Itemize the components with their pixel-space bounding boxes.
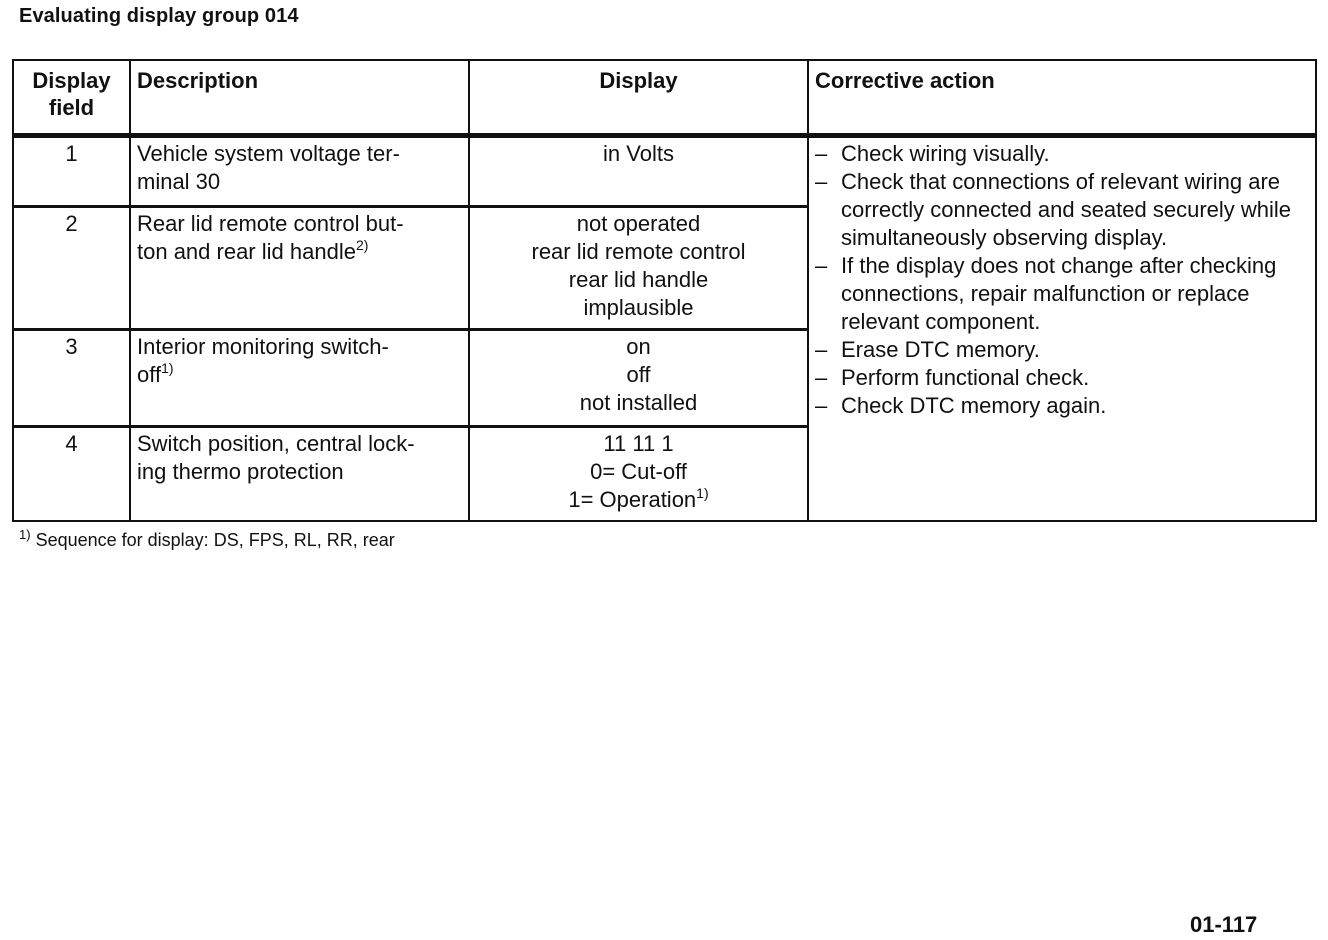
footnote-reference: 1) xyxy=(696,485,709,501)
table-row xyxy=(13,136,1316,207)
description-line: Vehicle system voltage ter- xyxy=(137,141,400,166)
field-description xyxy=(130,330,469,427)
header-display-field-line1: Display xyxy=(32,68,111,93)
field-description xyxy=(130,136,469,207)
display-value: not operated xyxy=(576,211,701,236)
corrective-action-list xyxy=(815,140,1309,420)
dash-bullet: – xyxy=(815,393,828,418)
corrective-action-item xyxy=(815,392,1309,420)
field-number: 1 xyxy=(13,136,130,207)
corrective-action-text: Erase DTC memory. xyxy=(841,337,1040,362)
field-number: 3 xyxy=(13,330,130,427)
description-line: Rear lid remote control but- xyxy=(137,211,404,236)
footnote-text: Sequence for display: DS, FPS, RL, RR, rear xyxy=(35,530,395,550)
display-value: 11 11 1 xyxy=(603,431,674,456)
description-line xyxy=(137,361,462,389)
dash-bullet: – xyxy=(815,365,828,390)
field-display-values xyxy=(469,136,808,207)
footnote-reference: 1) xyxy=(161,360,174,376)
corrective-action-cell xyxy=(808,136,1316,522)
field-display-values xyxy=(469,330,808,427)
corrective-action-text: Perform functional check. xyxy=(841,365,1090,390)
dash-bullet: – xyxy=(815,337,828,362)
corrective-action-item xyxy=(815,252,1309,336)
header-display: Display xyxy=(469,60,808,136)
display-value: rear lid remote control xyxy=(531,239,746,264)
corrective-action-item xyxy=(815,168,1309,252)
display-value: not installed xyxy=(579,390,698,415)
description-line: Interior monitoring switch- xyxy=(137,334,389,359)
display-value: rear lid handle xyxy=(568,267,709,292)
corrective-action-item xyxy=(815,364,1309,392)
footnote xyxy=(19,527,395,551)
page-number: 01-117 xyxy=(1190,912,1258,937)
dash-bullet: – xyxy=(815,141,828,166)
field-description xyxy=(130,427,469,522)
corrective-action-text: Check wiring visually. xyxy=(841,141,1050,166)
corrective-action-text: Check DTC memory again. xyxy=(841,393,1107,418)
display-value: implausible xyxy=(583,295,694,320)
corrective-action-text: Check that connections of relevant wiring are correctly connected and seated securely while simultaneously observing display. xyxy=(841,169,1292,250)
corrective-action-item xyxy=(815,140,1309,168)
field-description xyxy=(130,207,469,330)
display-value: on xyxy=(626,334,651,359)
header-display-field xyxy=(13,60,130,136)
display-value: 0= Cut-off xyxy=(590,459,687,484)
footnote-marker: 1) xyxy=(19,527,31,542)
display-group-table xyxy=(12,59,1317,522)
corrective-action-item xyxy=(815,336,1309,364)
dash-bullet: – xyxy=(815,169,828,194)
dash-bullet: – xyxy=(815,253,828,278)
page-title: Evaluating display group 014 xyxy=(19,5,299,27)
table-header-row xyxy=(13,60,1316,136)
description-text: off xyxy=(137,362,162,387)
description-text: ton and rear lid handle xyxy=(137,239,356,264)
description-line: minal 30 xyxy=(137,169,221,194)
display-value: off xyxy=(626,362,651,387)
display-value: in Volts xyxy=(603,141,674,166)
header-corrective-action: Corrective action xyxy=(808,60,1316,136)
description-line: ing thermo protection xyxy=(137,459,344,484)
footnote-reference: 2) xyxy=(355,237,369,253)
field-number: 4 xyxy=(13,427,130,522)
description-line xyxy=(137,238,462,266)
field-number: 2 xyxy=(13,207,130,330)
corrective-action-text: If the display does not change after checking connections, repair malfunction or replace relevant component. xyxy=(841,253,1277,334)
header-description: Description xyxy=(130,60,469,136)
field-display-values xyxy=(469,427,808,522)
field-display-values xyxy=(469,207,808,330)
header-display-field-line2: field xyxy=(48,95,95,120)
description-line: Switch position, central lock- xyxy=(137,431,415,456)
display-text: 1= Operation xyxy=(568,487,697,512)
display-value xyxy=(476,486,801,514)
